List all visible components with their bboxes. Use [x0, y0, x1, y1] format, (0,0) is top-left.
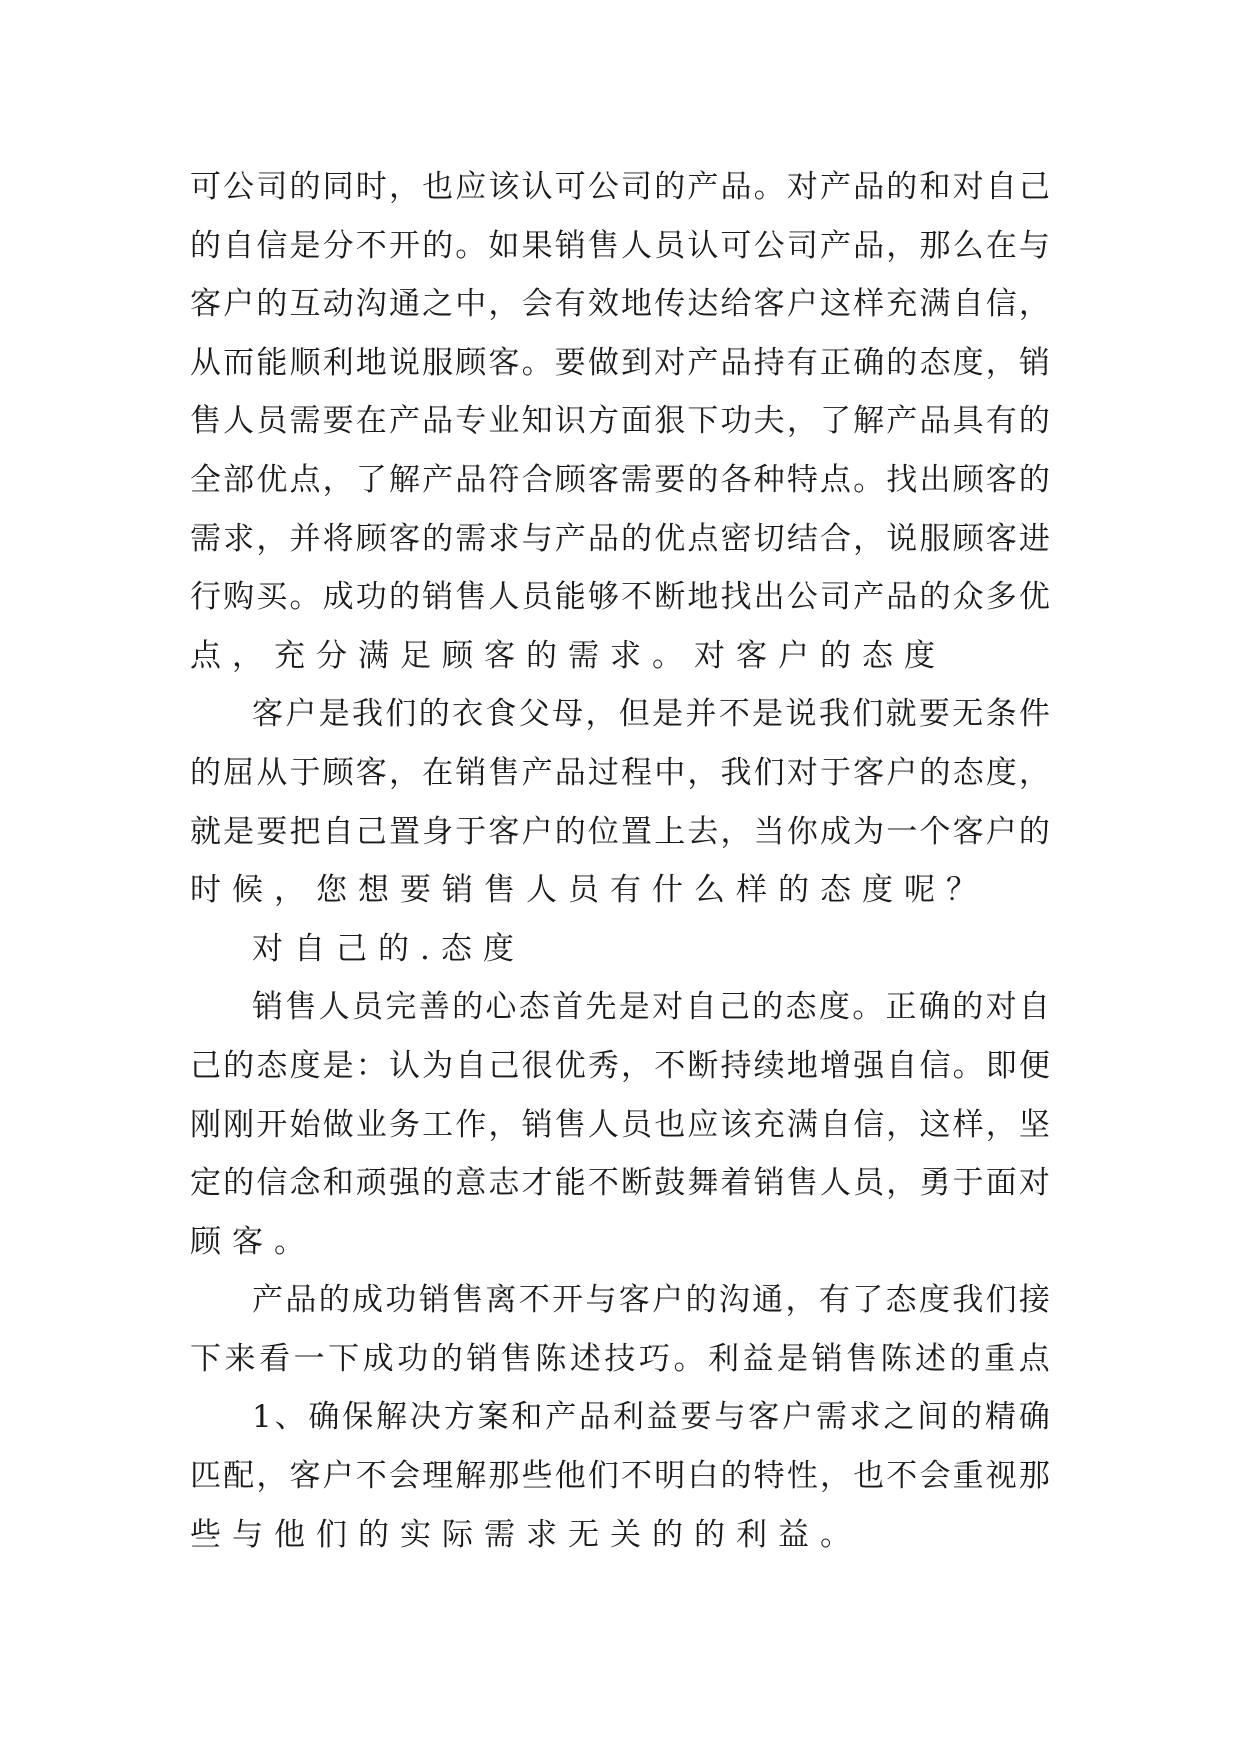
text-line [190, 1506, 1050, 1565]
text-line: 定 的 信 念 和 顽 强 的 意 志 才 能 不 断 鼓 舞 着 销 售 人 员 ， 勇 于 面 对 [190, 1165, 1050, 1202]
text-line: 客 户 是 我 们 的 衣 食 父 母 ， 但 是 并 不 是 说 我 们 就 要 无 条 件 [252, 696, 1050, 733]
text-line: 销 售 人 员 完 善 的 心 态 首 先 是 对 自 己 的 态 度 。 正 确 的 对 自 [252, 989, 1050, 1026]
text-line: 客 户 的 互 动 沟 通 之 中 ， 会 有 效 地 传 达 给 客 户 这 样 充 满 自 信 ， [190, 286, 1050, 323]
text-line: 产 品 的 成 功 销 售 离 不 开 与 客 户 的 沟 通 ， 有 了 态 度 我 们 接 [252, 1282, 1050, 1319]
document-body [190, 158, 1050, 1564]
text-line: 售 人 员 需 要 在 产 品 专 业 知 识 方 面 狠 下 功 夫 ， 了 解 产 品 具 有 的 [190, 403, 1050, 440]
text-line: 1 、 确 保 解 决 方 案 和 产 品 利 益 要 与 客 户 需 求 之 间 的 精 确 [252, 1399, 1050, 1436]
text-line: 的 屈 从 于 顾 客 ， 在 销 售 产 品 过 程 中 ， 我 们 对 于 客 户 的 态 度 ， [190, 754, 1050, 791]
text-line: 可 公 司 的 同 时 ， 也 应 该 认 可 公 司 的 产 品 。 对 产 品 的 和 对 自 己 [190, 169, 1050, 205]
text-line: 下 来 看 一 下 成 功 的 销 售 陈 述 技 巧 。 利 益 是 销 售 陈 述 的 重 点 [190, 1340, 1050, 1377]
text-line: 就 是 要 把 自 己 置 身 于 客 户 的 位 置 上 去 ， 当 你 成 为 一 个 客 户 的 [190, 813, 1050, 850]
text-line: 的 自 信 是 分 不 开 的 。 如 果 销 售 人 员 认 可 公 司 产 品 ， 那 么 在 与 [190, 227, 1050, 264]
text-line: 刚 刚 开 始 做 业 务 工 作 ， 销 售 人 员 也 应 该 充 满 自 信 ， 这 样 ， 坚 [190, 1106, 1050, 1143]
text-line [190, 861, 1050, 920]
text-line: 己 的 态 度 是 ： 认 为 自 己 很 优 秀 ， 不 断 持 续 地 增 强 自 信 。 即 便 [190, 1047, 1050, 1084]
text-line: 行 购 买 。 成 功 的 销 售 人 员 能 够 不 断 地 找 出 公 司 产 品 的 众 多 优 [190, 579, 1050, 616]
text-line [190, 627, 1050, 686]
text-line-content: 点，充分满足顾客的需求。对客户的态度 [190, 637, 946, 674]
text-line: 从 而 能 顺 利 地 说 服 顾 客 。 要 做 到 对 产 品 持 有 正 确 的 态 度 ， 销 [190, 344, 1050, 381]
text-line-content: 顾客。 [190, 1223, 316, 1260]
text-line-content: 对自己的.态度 [252, 930, 525, 967]
text-line-content: 时候，您想要销售人员有什么样的态度呢？ [190, 872, 988, 909]
text-line [190, 1213, 1050, 1272]
text-line: 匹 配 ， 客 户 不 会 理 解 那 些 他 们 不 明 白 的 特 性 ， 也 不 会 重 视 那 [190, 1458, 1050, 1495]
text-line: 需 求 ， 并 将 顾 客 的 需 求 与 产 品 的 优 点 密 切 结 合 ， 说 服 顾 客 进 [190, 520, 1050, 557]
text-line: 全 部 优 点 ， 了 解 产 品 符 合 顾 客 需 要 的 各 种 特 点 。 找 出 顾 客 的 [190, 461, 1050, 498]
text-line-content: 些与他们的实际需求无关的的利益。 [190, 1516, 862, 1553]
text-line [190, 920, 1050, 979]
